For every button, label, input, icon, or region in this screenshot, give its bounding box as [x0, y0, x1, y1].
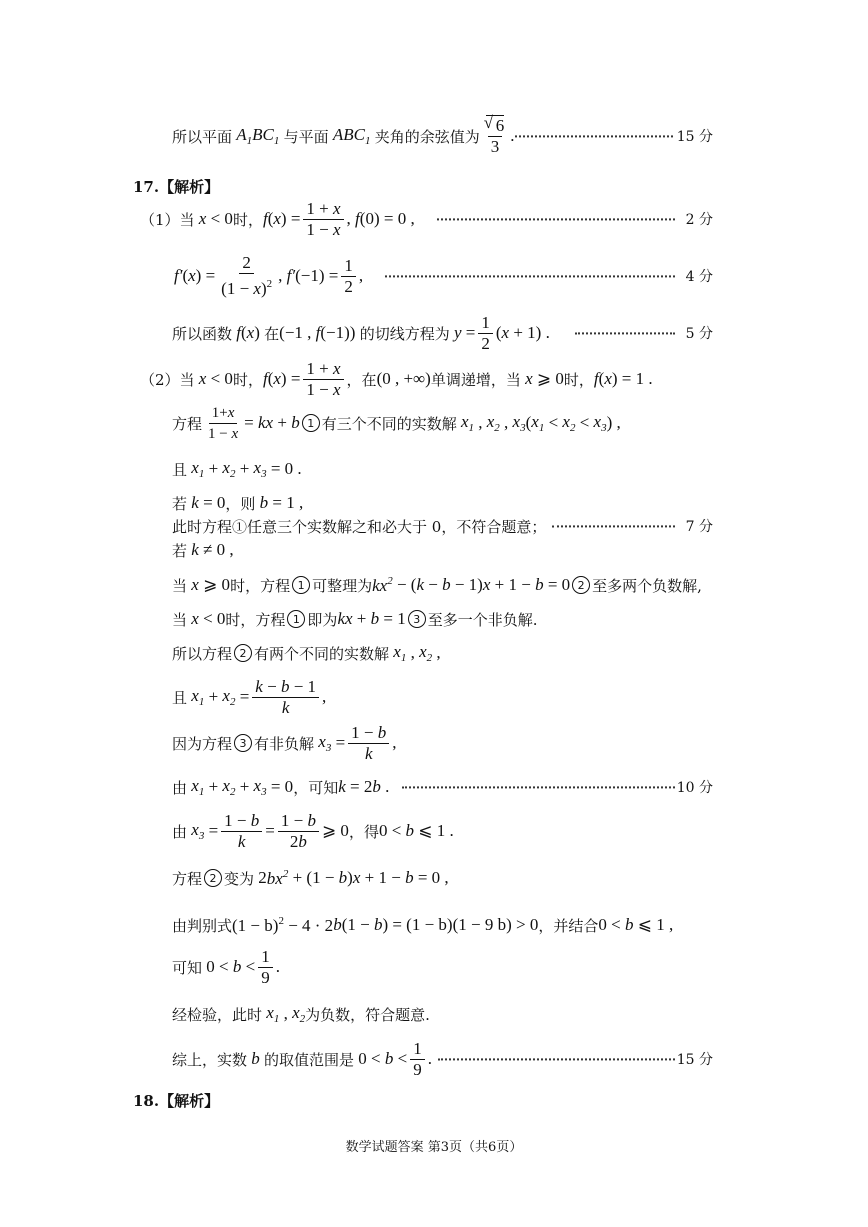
k-equals-2b-line: 由 $x_1$ + $x_2$ + $x_3$ = 0 ，可知 k = 2 b . 10 分 [172, 776, 713, 798]
leader-dots [575, 332, 675, 334]
score-label: 15 分 [676, 129, 713, 145]
leader-dots [437, 218, 675, 220]
case-knot0-line: 若 k ≠ 0 , [172, 540, 234, 560]
case-k0-line: 若 k = 0 ，则 b = 1 , [172, 493, 304, 513]
b-upper-line: 可知 0 < b < $\frac{1}{9}$ . [172, 946, 280, 987]
leader-dots [515, 135, 673, 137]
sum-line: 且 $x_1$ + $x_2$ + $x_3$ = 0 . [172, 458, 302, 480]
vieta-line: 且 $x_1$ + $x_2$ = $\frac{k - b - 1}{k}$ , [172, 676, 327, 717]
derivative-line: f′ ( x ) = $\frac{2}{(1 - x)^2}$ , f′ (−1) = $\frac{1}{2}$ , 4 分 [174, 253, 713, 298]
score-label: 5 分 [685, 326, 713, 342]
part2-line: （2）当 x < 0 时， f ( x ) = $\frac{1 + x}{1 - x}$ ，在 (0 , +∞) 单调递增，当 x ⩾ 0 时， f ( x ) = 1 . [140, 358, 653, 399]
score-label: 2 分 [685, 212, 713, 228]
leader-dots [385, 275, 675, 277]
part1-line: （1）当 x < 0 时， f ( x ) = $\frac{1 + x}{1 - x}$ , f (0) = 0 , 2 分 [140, 198, 713, 239]
case-x-nonneg-line: 当 x ⩾ 0 时，方程 1 可整理为 $kx^2$ − ( k − b − 1) x + 1 − b = 0 2 至多两个负数解, [172, 574, 702, 595]
score-label: 10 分 [676, 780, 713, 796]
case-x-neg-line: 当 x < 0 时，方程 1 即为 kx + b = 1 3 至多一个非负解. [172, 609, 538, 629]
score-label: 4 分 [685, 269, 713, 285]
question-17-heading: 17.【解析】 [133, 177, 220, 196]
page-footer: 数学试题答案 第3页（共6页） [345, 1140, 523, 1155]
equation2-line: 方程 2 变为 2 $bx^2$ + (1 − b ) x + 1 − b = 0 , [172, 867, 449, 888]
two-roots-line: 所以方程 2 有两个不同的实数解 $x_1$ , $x_2$ , [172, 642, 441, 664]
equation-line: 方程 $\frac{1+x}{1 - x}$ = kx + b 1 有三个不同的实数解 $x_1$ , $x_2$ , $x_3$ ( $x_1$ < $x_2$ < $x_3$ ) , [172, 404, 621, 442]
verification-line: 经检验，此时 $x_1$ , $x_2$ 为负数，符合题意. [172, 1003, 430, 1025]
b-range-line: 由 $x_3$ = $\frac{1 - b}{k}$ = $\frac{1 - b}{2b}$ ⩾ 0 ，得 0 < b ⩽ 1 . [172, 810, 454, 851]
leader-dots [552, 525, 675, 527]
score-label: 15 分 [676, 1052, 713, 1068]
answer-line-cosine: 所以平面 $A_1BC_1$ 与平面 $ABC_1$ 夹角的余弦值为 √ $\frac{6}{3}$ . 15 分 [0, 116, 868, 156]
x3-line: 因为方程 3 有非负解 $x_3$ = $\frac{1 - b}{k}$ , [172, 722, 397, 763]
discriminant-line: 由判别式 $(1 - b)^2 - 4 \cdot 2$ b (1 − b ) = (1 − b)(1 − 9 b) > 0 ，并结合 0 < b ⩽ 1 , [172, 914, 674, 935]
question-18-heading: 18.【解析】 [133, 1091, 220, 1110]
leader-dots [402, 786, 675, 788]
conclusion-line: 综上，实数 b 的取值范围是 0 < b < $\frac{1}{9}$ . 15 分 [172, 1038, 713, 1079]
contradiction-line: 此时方程①任意三个实数解之和必大于 0，不符合题意； 7 分 [172, 517, 713, 536]
tangent-line: 所以函数 f ( x ) 在 (−1 , f (−1)) 的切线方程为 y = $\frac{1}{2}$ (x + 1) . 5 分 [172, 312, 713, 353]
leader-dots [438, 1058, 675, 1060]
score-label: 7 分 [685, 519, 713, 535]
